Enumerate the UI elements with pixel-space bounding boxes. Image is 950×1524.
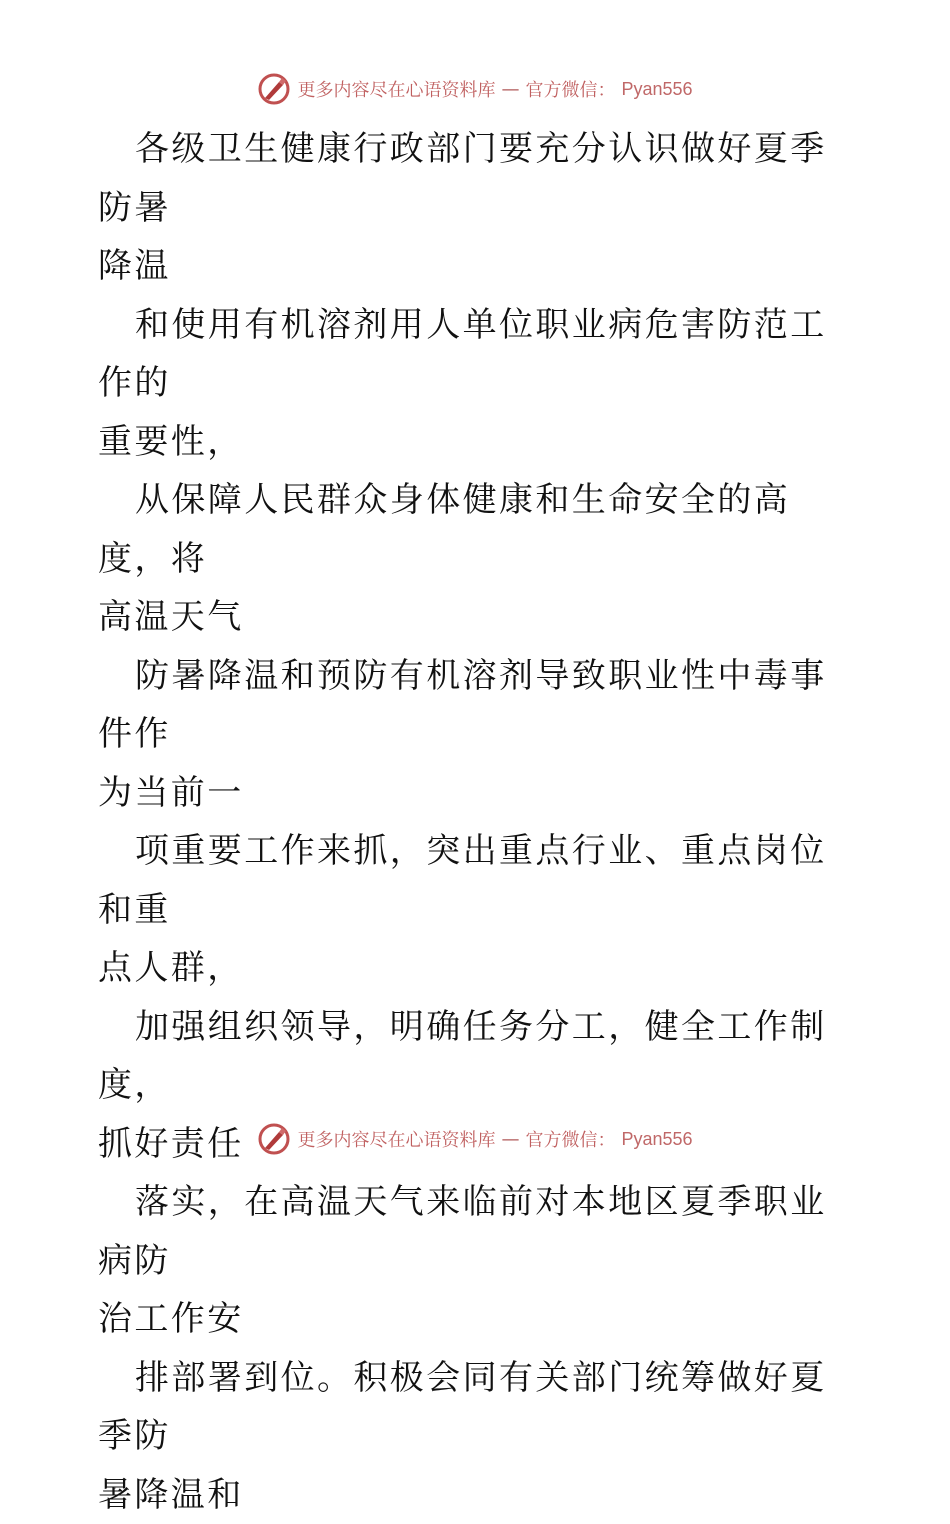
paragraph-line-first: 加强组织领导，明确任务分工，健全工作制度， bbox=[98, 1007, 827, 1106]
watermark-header bbox=[0, 72, 950, 106]
paragraph-line-second: 为当前一 bbox=[98, 773, 244, 813]
paragraph-line-first: 和使用有机溶剂用人单位职业病危害防范工作的 bbox=[98, 305, 827, 404]
paragraph bbox=[98, 647, 858, 823]
watermark-separator: — bbox=[501, 1129, 519, 1150]
paragraph-line-first: 排部署到位。积极会同有关部门统筹做好夏季防 bbox=[98, 1358, 827, 1457]
watermark-brand: 更多内容尽在心语资料库 bbox=[297, 76, 495, 102]
watermark-official: 官方微信： bbox=[525, 76, 615, 102]
paragraph-line-second: 重要性， bbox=[98, 422, 244, 462]
watermark-official: 官方微信： bbox=[525, 1126, 615, 1152]
paragraph-line-first: 各级卫生健康行政部门要充分认识做好夏季防暑 bbox=[98, 129, 827, 228]
paragraph bbox=[98, 822, 858, 998]
watermark-account: Pyan556 bbox=[621, 79, 692, 100]
pen-logo-icon bbox=[257, 72, 291, 106]
paragraph-line-second: 高温天气 bbox=[98, 597, 244, 637]
paragraph-line-first: 从保障人民群众身体健康和生命安全的高度，将 bbox=[98, 480, 790, 579]
document-body bbox=[98, 120, 858, 1524]
paragraph-line-second: 治工作安 bbox=[98, 1299, 244, 1339]
watermark-footer bbox=[0, 1122, 950, 1156]
paragraph-line-first: 项重要工作来抓，突出重点行业、重点岗位和重 bbox=[98, 831, 827, 930]
paragraph-line-second: 抓好责任 bbox=[98, 1124, 244, 1164]
paragraph-line-first: 防暑降温和预防有机溶剂导致职业性中毒事件作 bbox=[98, 656, 827, 755]
paragraph-line-second: 点人群， bbox=[98, 948, 244, 988]
paragraph bbox=[98, 1349, 858, 1524]
paragraph-line-second: 暑降温和 bbox=[98, 1475, 244, 1515]
paragraph-line-second: 降温 bbox=[98, 246, 171, 286]
watermark-separator: — bbox=[501, 79, 519, 100]
watermark-account: Pyan556 bbox=[621, 1129, 692, 1150]
paragraph bbox=[98, 296, 858, 472]
paragraph bbox=[98, 471, 858, 647]
pen-logo-icon bbox=[257, 1122, 291, 1156]
paragraph bbox=[98, 120, 858, 296]
paragraph-line-first: 落实，在高温天气来临前对本地区夏季职业病防 bbox=[98, 1182, 827, 1281]
watermark-brand: 更多内容尽在心语资料库 bbox=[297, 1126, 495, 1152]
paragraph bbox=[98, 1173, 858, 1349]
